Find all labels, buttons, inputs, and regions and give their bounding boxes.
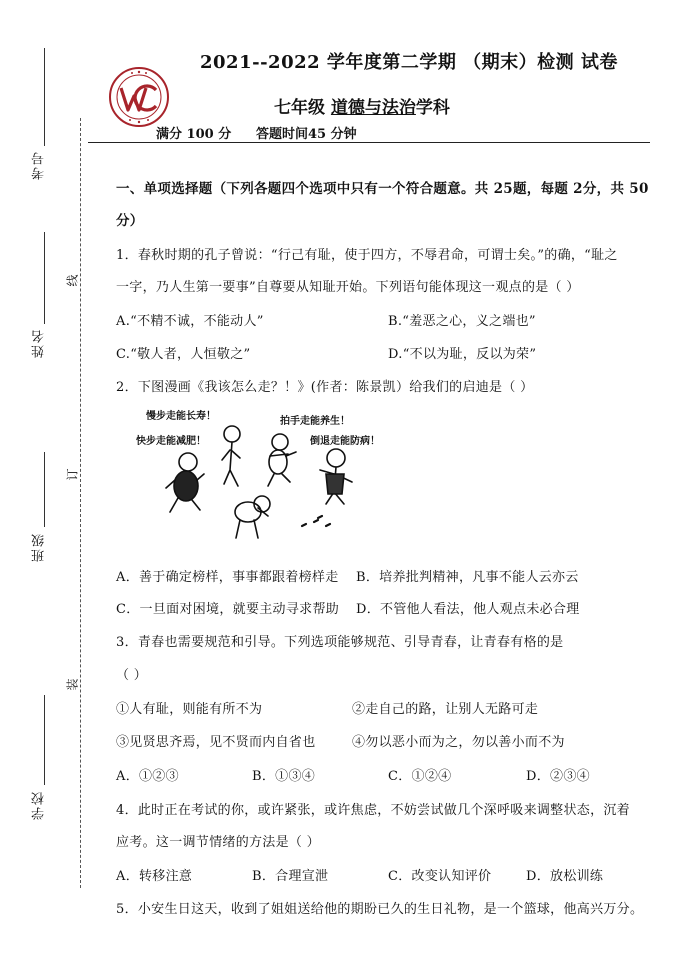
q2-option-a: A．善于确定榜样，事事都跟着榜样走 (116, 570, 339, 585)
name-underline (44, 232, 45, 324)
q4-option-b: B．合理宣泄 (252, 869, 329, 884)
exam-number-label: 考号 (32, 150, 47, 180)
header-rule (88, 142, 650, 143)
school-underline (44, 695, 45, 785)
section-heading-line1: 一、单项选择题（下列各题四个选项中只有一个符合题意。共 25题，每题 2分，共 50 (116, 181, 649, 197)
cartoon-caption-fast: 快步走能减肥！ (136, 436, 206, 447)
seal-char-line: 线 (65, 274, 80, 287)
q1-option-a: A.“不精不诚，不能动人” (116, 314, 264, 329)
q3-statement-2: ②走自己的路，让别人无路可走 (352, 702, 539, 717)
q1-option-c: C.“敬人者，人恒敬之” (116, 347, 251, 362)
cartoon-caption-backward: 倒退走能防病！ (310, 436, 380, 447)
q2-cartoon (130, 400, 390, 545)
q4-option-c: C．改变认知评价 (388, 869, 492, 884)
exam-number-underline (44, 48, 45, 146)
q4-stem-line1: 4．此时正在考试的你，或许紧张，或许焦虑，不妨尝试做几个深呼吸来调整状态，沉着 (116, 803, 630, 818)
class-underline (44, 452, 45, 527)
q3-statement-4: ④勿以恶小而为之，勿以善小而不为 (352, 735, 565, 750)
school-logo (108, 66, 170, 128)
q3-stem-line1: 3．青春也需要规范和引导。下列选项能够规范、引导青春，让青春有格的是 (116, 635, 564, 650)
full-score: 满分 100 分 (156, 127, 232, 142)
q1-stem-line2: 一字，乃人生第一要事”自尊要从知耻开始。下列语句能体现这一观点的是（ ） (116, 280, 580, 295)
q5-stem-line1: 5．小安生日这天，收到了姐姐送给他的期盼已久的生日礼物，是一个篮球，他高兴万分。 (116, 902, 644, 917)
q2-option-b: B．培养批判精神，凡事不能人云亦云 (356, 570, 579, 585)
q3-option-a: A．①②③ (116, 769, 179, 784)
q3-option-d: D．②③④ (526, 769, 590, 784)
subject-name: 道德与法治 (330, 98, 416, 118)
binding-dashed-line (80, 118, 81, 888)
q4-option-a: A．转移注意 (116, 869, 193, 884)
cartoon-caption-clap: 拍手走能养生！ (280, 416, 350, 427)
cartoon-drawing (130, 400, 390, 545)
q2-stem: 2．下图漫画《我该怎么走？！》(作者：陈景凯）给我们的启迪是（ ） (116, 380, 534, 395)
q2-option-c: C．一旦面对困境，就要主动寻求帮助 (116, 602, 340, 617)
q2-option-d: D．不管他人看法，他人观点未必合理 (356, 602, 580, 617)
subject-suffix: 学科 (415, 98, 450, 118)
seal-char-bind: 订 (65, 468, 80, 481)
q3-option-b: B．①③④ (252, 769, 316, 784)
q3-statement-1: ①人有耻，则能有所不为 (116, 702, 263, 717)
grade-label: 七年级 (274, 98, 325, 118)
section-heading-line2: 分） (116, 213, 144, 229)
cartoon-caption-slow: 慢步走能长寿！ (146, 411, 216, 422)
exam-title: 2021--2022 学年度第二学期 （期末）检测 试卷 (200, 52, 618, 73)
q3-statement-3: ③见贤思齐焉，见不贤而内自省也 (116, 735, 316, 750)
q4-option-d: D．放松训练 (526, 869, 604, 884)
exam-duration: 答题时间45 分钟 (256, 127, 357, 142)
school-label: 学校 (32, 790, 47, 820)
exam-subject (274, 93, 450, 118)
q1-option-b: B.“羞恶之心，义之端也” (388, 314, 536, 329)
name-label: 姓名 (32, 328, 47, 358)
q1-stem-line1: 1．春秋时期的孔子曾说：“行己有耻，使于四方，不辱君命，可谓士矣。”的确，“耻之 (116, 248, 618, 263)
q4-stem-line2: 应考。这一调节情绪的方法是（ ） (116, 835, 320, 850)
q1-option-d: D.“不以为耻，反以为荣” (388, 347, 537, 362)
seal-char-pack: 装 (65, 678, 80, 691)
q3-option-c: C．①②④ (388, 769, 452, 784)
class-label: 班级 (32, 532, 47, 562)
q3-stem-line2: （ ） (116, 668, 148, 683)
